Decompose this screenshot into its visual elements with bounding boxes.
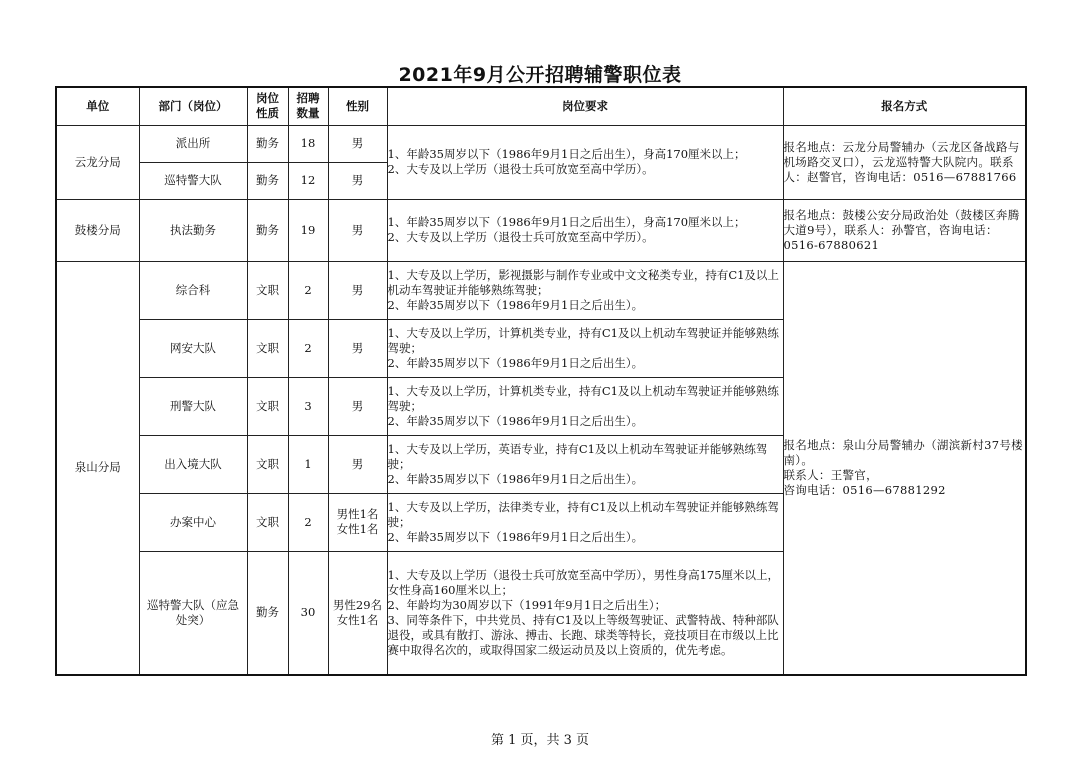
registration-cell: 报名地点：鼓楼公安分局政治处（鼓楼区奔腾大道9号），联系人：孙警官，咨询电话：0516-67880621 — [783, 199, 1026, 261]
count-cell: 2 — [288, 261, 328, 319]
requirement-cell: 1、年龄35周岁以下（1986年9月1日之后出生），身高170厘米以上； 2、大专及以上学历（退役士兵可放宽至高中学历）。 — [387, 125, 783, 199]
header-requirement: 岗位要求 — [387, 87, 783, 125]
dept-cell: 出入境大队 — [139, 435, 247, 493]
requirement-cell: 1、大专及以上学历（退役士兵可放宽至高中学历），男性身高175厘米以上，女性身高160厘米以上； 2、年龄均为30周岁以下（1991年9月1日之后出生）； 3、同等条件下，中共党员、持有C1及以上等级驾驶证、武警特战、特种部队退役，或具有散打、游泳、搏击、长跑、球类等特长，竞技项目在市级以上比赛中取得名次的，或取得国家二级运动员及以上资质的，优先考虑。 — [387, 551, 783, 675]
gender-cell: 男 — [328, 125, 387, 162]
registration-cell: 报名地点：泉山分局警辅办（湖滨新村37号楼南）。 联系人：王警官， 咨询电话：0516—67881292 — [783, 261, 1026, 675]
header-nature: 岗位 性质 — [247, 87, 288, 125]
requirement-cell: 1、大专及以上学历，法律类专业，持有C1及以上机动车驾驶证并能够熟练驾驶； 2、年龄35周岁以下（1986年9月1日之后出生）。 — [387, 493, 783, 551]
count-cell: 19 — [288, 199, 328, 261]
requirement-cell: 1、大专及以上学历，英语专业，持有C1及以上机动车驾驶证并能够熟练驾驶； 2、年龄35周岁以下（1986年9月1日之后出生）。 — [387, 435, 783, 493]
unit-cell: 云龙分局 — [56, 125, 139, 199]
registration-cell: 报名地点：云龙分局警辅办（云龙区备战路与机场路交叉口），云龙巡特警大队院内。联系人：赵警官，咨询电话：0516—67881766 — [783, 125, 1026, 199]
count-cell: 3 — [288, 377, 328, 435]
header-gender: 性别 — [328, 87, 387, 125]
header-unit: 单位 — [56, 87, 139, 125]
count-cell: 18 — [288, 125, 328, 162]
nature-cell: 勤务 — [247, 125, 288, 162]
requirement-cell: 1、大专及以上学历，影视摄影与制作专业或中文文秘类专业，持有C1及以上机动车驾驶证并能够熟练驾驶； 2、年龄35周岁以下（1986年9月1日之后出生）。 — [387, 261, 783, 319]
table-row — [56, 125, 1026, 162]
count-cell: 12 — [288, 162, 328, 199]
table-row — [56, 199, 1026, 261]
dept-cell: 执法勤务 — [139, 199, 247, 261]
nature-cell: 勤务 — [247, 551, 288, 675]
gender-cell: 男 — [328, 435, 387, 493]
dept-cell: 办案中心 — [139, 493, 247, 551]
gender-cell: 男 — [328, 162, 387, 199]
requirement-cell: 1、大专及以上学历，计算机类专业，持有C1及以上机动车驾驶证并能够熟练驾驶； 2、年龄35周岁以下（1986年9月1日之后出生）。 — [387, 319, 783, 377]
requirement-cell: 1、大专及以上学历，计算机类专业，持有C1及以上机动车驾驶证并能够熟练驾驶； 2、年龄35周岁以下（1986年9月1日之后出生）。 — [387, 377, 783, 435]
header-dept: 部门（岗位） — [139, 87, 247, 125]
count-cell: 30 — [288, 551, 328, 675]
dept-cell: 网安大队 — [139, 319, 247, 377]
gender-cell: 男性29名 女性1名 — [328, 551, 387, 675]
page-title: 2021年9月公开招聘辅警职位表 — [398, 64, 682, 86]
page-footer: 第 1 页，共 3 页 — [490, 733, 590, 748]
dept-cell: 巡特警大队 — [139, 162, 247, 199]
header-count: 招聘 数量 — [288, 87, 328, 125]
nature-cell: 文职 — [247, 319, 288, 377]
gender-cell: 男性1名 女性1名 — [328, 493, 387, 551]
count-cell: 2 — [288, 493, 328, 551]
unit-cell: 鼓楼分局 — [56, 199, 139, 261]
table-row — [56, 261, 1026, 319]
nature-cell: 文职 — [247, 435, 288, 493]
dept-cell: 派出所 — [139, 125, 247, 162]
nature-cell: 文职 — [247, 377, 288, 435]
nature-cell: 勤务 — [247, 162, 288, 199]
nature-cell: 文职 — [247, 261, 288, 319]
dept-cell: 巡特警大队（应急处突） — [139, 551, 247, 675]
header-row — [56, 87, 1026, 125]
nature-cell: 勤务 — [247, 199, 288, 261]
gender-cell: 男 — [328, 199, 387, 261]
dept-cell: 刑警大队 — [139, 377, 247, 435]
requirement-cell: 1、年龄35周岁以下（1986年9月1日之后出生），身高170厘米以上； 2、大专及以上学历（退役士兵可放宽至高中学历）。 — [387, 199, 783, 261]
gender-cell: 男 — [328, 319, 387, 377]
nature-cell: 文职 — [247, 493, 288, 551]
header-registration: 报名方式 — [783, 87, 1026, 125]
gender-cell: 男 — [328, 377, 387, 435]
recruitment-table — [55, 86, 1027, 676]
gender-cell: 男 — [328, 261, 387, 319]
unit-cell: 泉山分局 — [56, 261, 139, 675]
count-cell: 1 — [288, 435, 328, 493]
count-cell: 2 — [288, 319, 328, 377]
dept-cell: 综合科 — [139, 261, 247, 319]
